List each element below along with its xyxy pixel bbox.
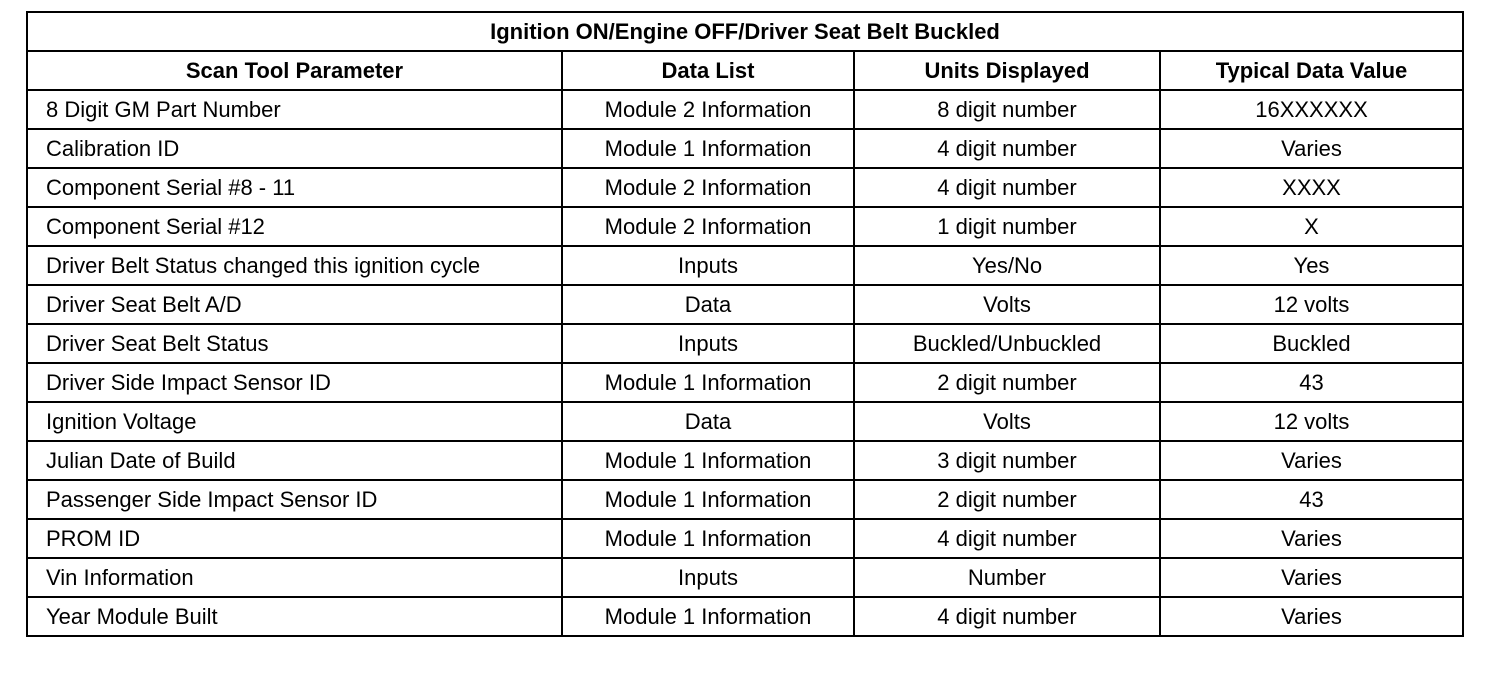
cell-units: 2 digit number bbox=[854, 480, 1160, 519]
cell-data-list: Module 2 Information bbox=[562, 207, 854, 246]
cell-units: Volts bbox=[854, 402, 1160, 441]
cell-data-list: Inputs bbox=[562, 558, 854, 597]
cell-parameter: Year Module Built bbox=[27, 597, 562, 636]
cell-units: 4 digit number bbox=[854, 129, 1160, 168]
header-typical-data-value: Typical Data Value bbox=[1160, 51, 1463, 90]
cell-typical-value: Varies bbox=[1160, 519, 1463, 558]
cell-data-list: Inputs bbox=[562, 324, 854, 363]
cell-data-list: Data bbox=[562, 402, 854, 441]
cell-parameter: Passenger Side Impact Sensor ID bbox=[27, 480, 562, 519]
cell-typical-value: 16XXXXXX bbox=[1160, 90, 1463, 129]
cell-typical-value: Varies bbox=[1160, 558, 1463, 597]
cell-typical-value: 43 bbox=[1160, 480, 1463, 519]
cell-units: Yes/No bbox=[854, 246, 1160, 285]
table-row bbox=[27, 441, 1463, 480]
cell-parameter: Calibration ID bbox=[27, 129, 562, 168]
cell-data-list: Module 2 Information bbox=[562, 90, 854, 129]
cell-parameter: 8 Digit GM Part Number bbox=[27, 90, 562, 129]
table-title-row bbox=[27, 12, 1463, 51]
table-row bbox=[27, 363, 1463, 402]
cell-units: 1 digit number bbox=[854, 207, 1160, 246]
cell-units: Number bbox=[854, 558, 1160, 597]
cell-data-list: Data bbox=[562, 285, 854, 324]
cell-data-list: Module 1 Information bbox=[562, 363, 854, 402]
cell-data-list: Module 1 Information bbox=[562, 597, 854, 636]
scan-tool-data-table bbox=[26, 11, 1464, 637]
cell-parameter: Driver Belt Status changed this ignition cycle bbox=[27, 246, 562, 285]
cell-typical-value: Varies bbox=[1160, 597, 1463, 636]
cell-parameter: Driver Side Impact Sensor ID bbox=[27, 363, 562, 402]
cell-parameter: Component Serial #8 - 11 bbox=[27, 168, 562, 207]
cell-typical-value: 12 volts bbox=[1160, 285, 1463, 324]
cell-units: 2 digit number bbox=[854, 363, 1160, 402]
table-row bbox=[27, 480, 1463, 519]
table-row bbox=[27, 519, 1463, 558]
cell-parameter: Ignition Voltage bbox=[27, 402, 562, 441]
table-title: Ignition ON/Engine OFF/Driver Seat Belt Buckled bbox=[27, 12, 1463, 51]
cell-units: 4 digit number bbox=[854, 168, 1160, 207]
cell-parameter: Julian Date of Build bbox=[27, 441, 562, 480]
header-data-list: Data List bbox=[562, 51, 854, 90]
table-row bbox=[27, 246, 1463, 285]
table-row bbox=[27, 129, 1463, 168]
cell-units: 8 digit number bbox=[854, 90, 1160, 129]
cell-typical-value: XXXX bbox=[1160, 168, 1463, 207]
header-scan-tool-parameter: Scan Tool Parameter bbox=[27, 51, 562, 90]
table-row bbox=[27, 597, 1463, 636]
cell-data-list: Module 1 Information bbox=[562, 441, 854, 480]
table-row bbox=[27, 168, 1463, 207]
table-row bbox=[27, 285, 1463, 324]
table-row bbox=[27, 207, 1463, 246]
cell-typical-value: 43 bbox=[1160, 363, 1463, 402]
table-row bbox=[27, 402, 1463, 441]
cell-parameter: Component Serial #12 bbox=[27, 207, 562, 246]
cell-units: 3 digit number bbox=[854, 441, 1160, 480]
cell-typical-value: Buckled bbox=[1160, 324, 1463, 363]
cell-data-list: Inputs bbox=[562, 246, 854, 285]
table-row bbox=[27, 558, 1463, 597]
cell-units: Buckled/Unbuckled bbox=[854, 324, 1160, 363]
table-row bbox=[27, 90, 1463, 129]
table-body bbox=[27, 90, 1463, 636]
cell-data-list: Module 1 Information bbox=[562, 480, 854, 519]
header-units-displayed: Units Displayed bbox=[854, 51, 1160, 90]
cell-units: 4 digit number bbox=[854, 597, 1160, 636]
table-row bbox=[27, 324, 1463, 363]
cell-typical-value: Varies bbox=[1160, 129, 1463, 168]
cell-parameter: PROM ID bbox=[27, 519, 562, 558]
cell-typical-value: X bbox=[1160, 207, 1463, 246]
cell-parameter: Driver Seat Belt Status bbox=[27, 324, 562, 363]
cell-typical-value: 12 volts bbox=[1160, 402, 1463, 441]
cell-units: 4 digit number bbox=[854, 519, 1160, 558]
table-header-row bbox=[27, 51, 1463, 90]
cell-units: Volts bbox=[854, 285, 1160, 324]
scan-tool-data-table-container bbox=[26, 11, 1462, 637]
cell-parameter: Driver Seat Belt A/D bbox=[27, 285, 562, 324]
cell-data-list: Module 1 Information bbox=[562, 519, 854, 558]
cell-data-list: Module 1 Information bbox=[562, 129, 854, 168]
cell-data-list: Module 2 Information bbox=[562, 168, 854, 207]
cell-typical-value: Varies bbox=[1160, 441, 1463, 480]
cell-parameter: Vin Information bbox=[27, 558, 562, 597]
cell-typical-value: Yes bbox=[1160, 246, 1463, 285]
